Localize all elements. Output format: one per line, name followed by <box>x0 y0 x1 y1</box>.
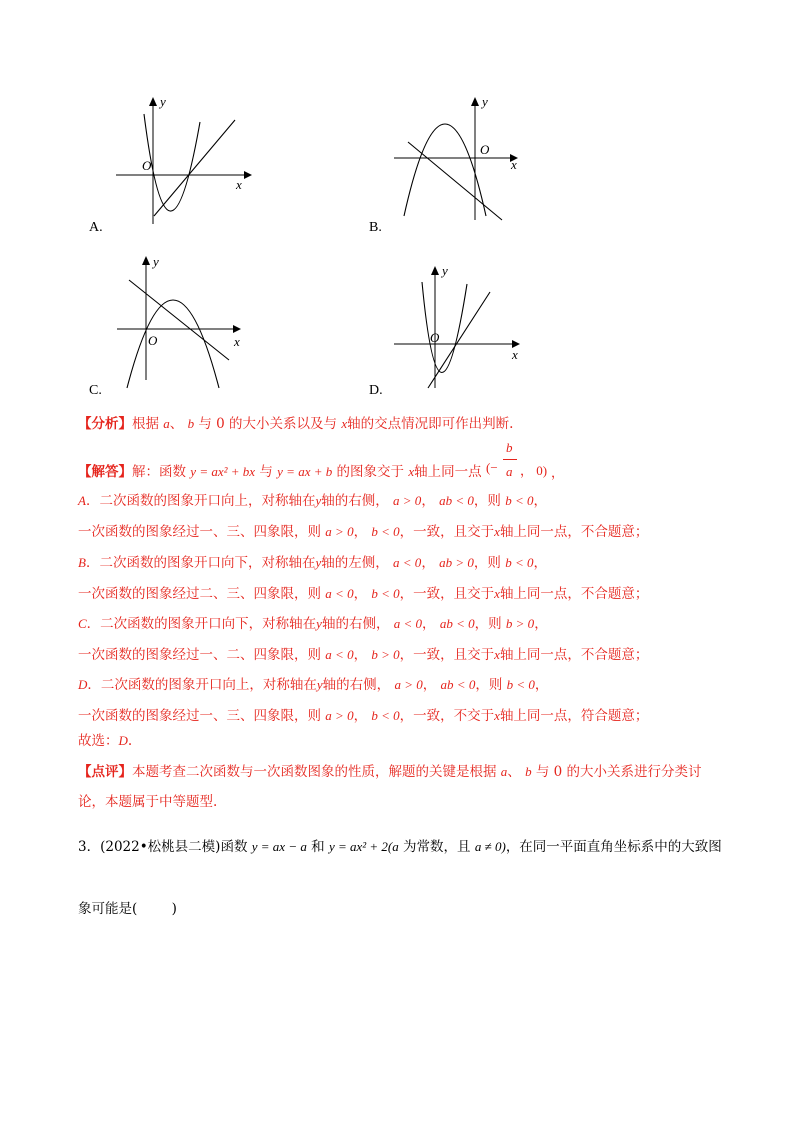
answer: D <box>118 733 128 748</box>
origin-label: O <box>480 142 490 157</box>
solution-line-6: 一次函数的图象经过一、二、四象限，则 a < 0， b > 0，一致，且交于x轴上同一点，不合题意； <box>78 647 649 663</box>
choice-line: 故选：D. <box>78 733 133 749</box>
option-d-label: D. <box>369 383 383 398</box>
analysis-tag: 【分析】 <box>78 416 132 432</box>
graph-b <box>390 92 530 227</box>
option-b-label: B. <box>369 220 382 235</box>
x-label: x <box>512 347 518 362</box>
comment-line-2: 论，本题属于中等题型. <box>78 794 218 810</box>
x-label: x <box>234 334 240 349</box>
graph-d <box>392 262 527 397</box>
option-a-label: A. <box>89 220 103 235</box>
y-label: y <box>482 94 488 109</box>
formula-quadratic: y = ax² + bx <box>190 464 256 479</box>
solution-line: 【解答】解：函数 y = ax² + bx 与 y = ax + b 的图象交于 x轴上同一点 <box>78 464 482 480</box>
option-c-label: C. <box>89 383 102 398</box>
solution-tag: 【解答】 <box>78 464 132 480</box>
solution-line-4: 一次函数的图象经过二、三、四象限，则 a < 0， b < 0，一致，且交于x轴上同一点，不合题意； <box>78 586 649 602</box>
origin-label: O <box>142 158 152 173</box>
y-label: y <box>160 94 166 109</box>
x-label: x <box>511 157 517 172</box>
origin-label: O <box>148 333 158 348</box>
comment-tag: 【点评】 <box>78 764 132 780</box>
solution-line-7: D．二次函数的图象开口向上，对称轴在y轴的右侧， a > 0， ab < 0，则 b < 0， <box>78 677 549 693</box>
solution-line-3: B．二次函数的图象开口向下，对称轴在y轴的左侧， a < 0， ab > 0，则 b < 0， <box>78 555 547 571</box>
y-label: y <box>153 254 159 269</box>
answer-blank: ( ) <box>132 901 177 917</box>
origin-label: O <box>430 330 440 345</box>
formula-linear: y = ax + b <box>277 464 333 479</box>
x-label: x <box>236 177 242 192</box>
solution-line-2: 一次函数的图象经过一、三、四象限，则 a > 0， b < 0，一致，且交于x轴上同一点，不合题意； <box>78 524 649 540</box>
graph-a <box>110 92 260 227</box>
comment-line-1: 【点评】本题考查二次函数与一次函数图象的性质，解题的关键是根据 a、 b 与 0 的大小关系进行分类讨 <box>78 764 702 780</box>
y-label: y <box>442 263 448 278</box>
question-line-1: 3．(2022•松桃县二模)函数 y = ax − a 和 y = ax² + 2(a 为常数，且 a ≠ 0)，在同一平面直角坐标系中的大致图 <box>78 839 722 855</box>
solution-line-5: C．二次函数的图象开口向下，对称轴在y轴的右侧， a < 0， ab < 0，则 b > 0， <box>78 616 548 632</box>
graph-c <box>115 250 250 390</box>
analysis-line: 【分析】根据 a、 b 与 0 的大小关系以及与 x轴的交点情况即可作出判断. <box>78 416 514 432</box>
question-number: 3． <box>78 839 101 855</box>
question-line-2: 象可能是( ) <box>78 901 177 917</box>
solution-line-1: A．二次函数的图象开口向上，对称轴在y轴的右侧， a > 0， ab < 0，则 b < 0， <box>78 493 547 509</box>
solution-line-8: 一次函数的图象经过一、三、四象限，则 a > 0， b < 0，一致，不交于x轴上同一点，符合题意； <box>78 708 649 724</box>
